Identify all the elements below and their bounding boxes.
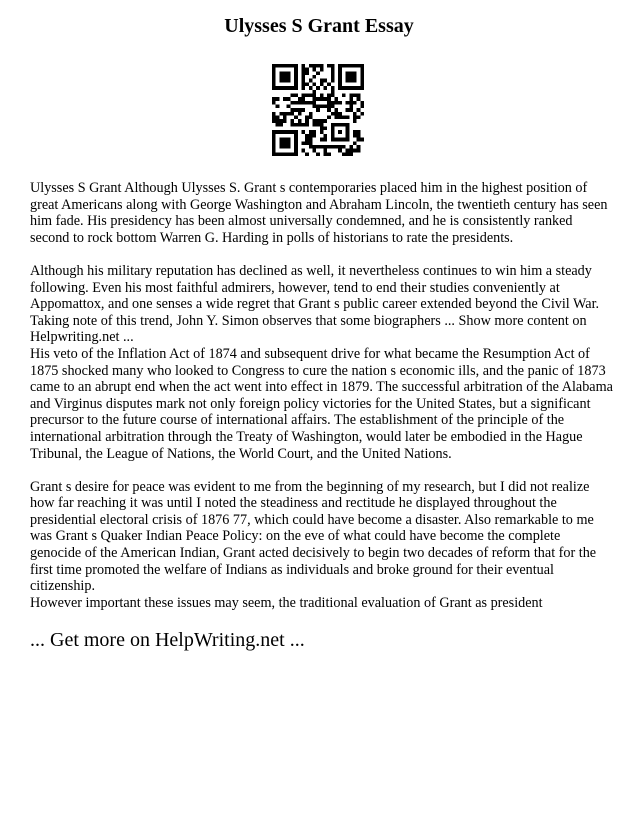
text-line: Ulysses S Grant Although Ulysses S. Grant s contemporaries placed him in the highest position of — [30, 180, 588, 196]
text-line: precursor to the future course of international affairs. The establishment of the principle of the — [30, 412, 565, 429]
text-line: second to rock bottom Warren G. Harding in polls of historians to rate the presidents. — [30, 229, 514, 246]
text-line: how far reaching it was until I noted the steadiness and rectitude he displayed throughout the — [30, 495, 557, 512]
text-line: great Americans along with George Washington and Abraham Lincoln, the twentieth century has seen — [30, 196, 608, 213]
essay-body — [30, 180, 613, 611]
text-line: was Grant s Quaker Indian Peace Policy: on the eve of what could have become the complete — [30, 528, 561, 545]
text-line: following. Even his most faithful admirers, however, tend to end their studies conveniently at — [30, 279, 560, 296]
qr-code-graphic — [272, 64, 364, 156]
paragraph-gap — [30, 246, 610, 263]
text-line: first time promoted the welfare of Indians as individuals and broke ground for their eventual — [30, 561, 554, 578]
page-title: Ulysses S Grant Essay — [224, 15, 414, 37]
paragraph-gap — [30, 462, 610, 479]
qr-code-icon — [272, 64, 364, 156]
text-line: However important these issues may seem, the traditional evaluation of Grant as president — [30, 594, 543, 611]
text-line: Tribunal, the League of Nations, the World Court, and the United Nations. — [30, 445, 452, 462]
text-line: citizenship. — [30, 578, 96, 595]
text-line: His veto of the Inflation Act of 1874 and subsequent drive for what became the Resumption Act of — [30, 345, 590, 362]
text-line: Although his military reputation has declined as well, it nevertheless continues to win him a steady — [30, 262, 592, 279]
text-line: international arbitration through the Treaty of Washington, would later be embodied in the Hague — [30, 428, 583, 445]
text-line: Helpwriting.net ... — [30, 329, 134, 346]
text-line: genocide of the American Indian, Grant acted decisively to begin two decades of reform that for the — [30, 545, 597, 562]
text-line: him fade. His presidency has been almost universally condemned, and he is consistently ranked — [30, 213, 573, 230]
text-line: Grant s desire for peace was evident to me from the beginning of my research, but I did not realize — [30, 478, 590, 495]
get-more-link[interactable]: ... Get more on HelpWriting.net ... — [30, 629, 305, 651]
text-line: Appomattox, and one senses a wide regret that Grant s public career extended beyond the Civil War. — [30, 296, 600, 313]
text-line: presidential electoral crisis of 1876 77, which could have become a disaster. Also remarkable to me — [30, 511, 594, 528]
text-line: and Virginus disputes mark not only foreign policy victories for the United States, but a significant — [30, 395, 591, 412]
text-line: Taking note of this trend, John Y. Simon observes that some biographers ... Show more content on — [30, 312, 587, 329]
text-line: came to an abrupt end when the act went into effect in 1879. The successful arbitration of the Alabama — [30, 379, 613, 396]
text-line: 1875 shocked many who looked to Congress to cure the nation s economic ills, and the panic of 1873 — [30, 362, 606, 379]
